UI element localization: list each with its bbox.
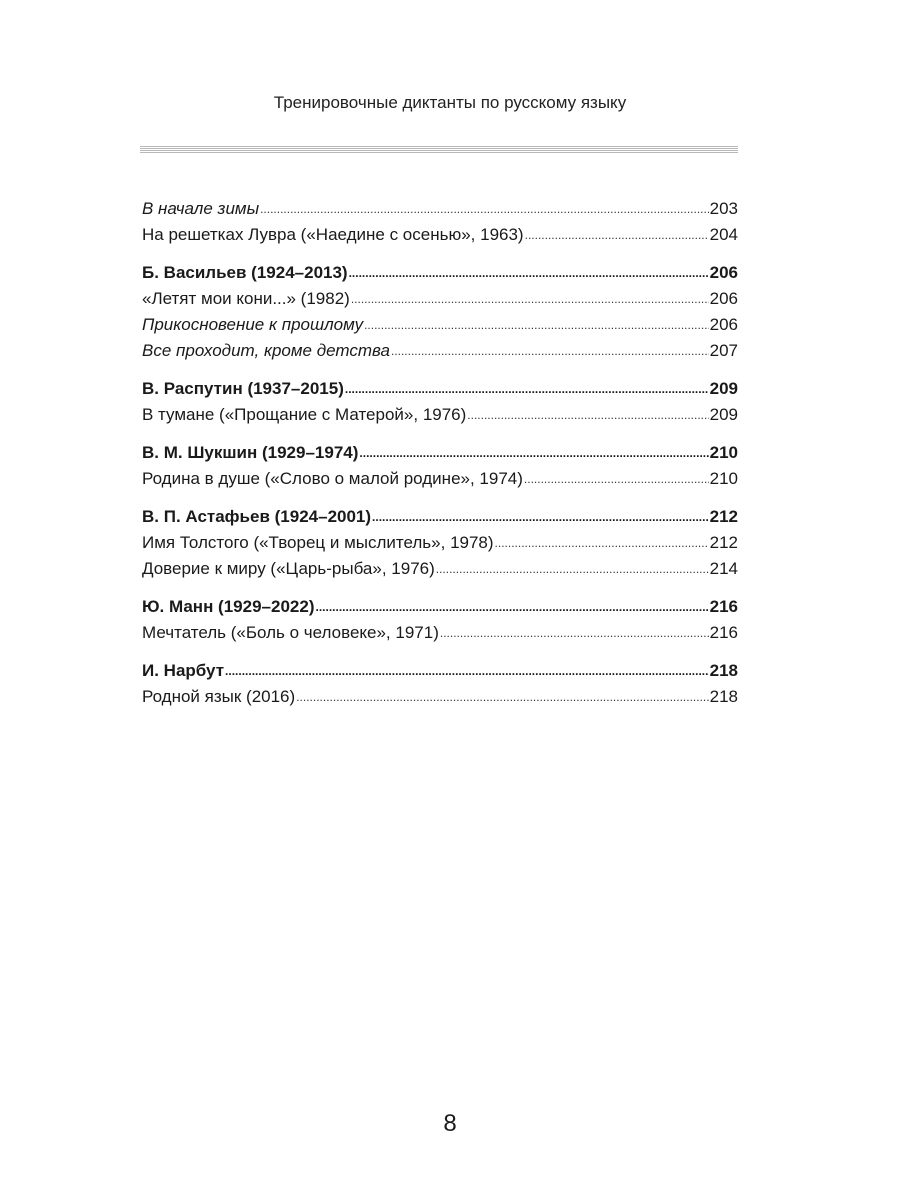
toc-entry-page: 214 — [709, 559, 738, 578]
toc-section — [142, 504, 738, 582]
toc-entry-page: 212 — [709, 507, 738, 526]
toc-entry-page: 206 — [709, 289, 738, 308]
toc-entry-title: «Летят мои кони...» (1982) — [142, 289, 350, 308]
toc-entry-page: 206 — [709, 315, 738, 334]
dot-leader — [495, 530, 709, 556]
toc-entry — [142, 684, 738, 710]
dot-leader — [525, 222, 709, 248]
dot-leader — [351, 286, 709, 312]
toc-entry-page: 207 — [709, 341, 738, 360]
toc-entry-page: 216 — [709, 597, 738, 616]
toc-entry-title: В. П. Астафьев (1924–2001) — [142, 507, 372, 526]
toc-entry-title: В начале зимы — [142, 199, 260, 218]
toc-entry — [142, 402, 738, 428]
dot-leader — [359, 440, 708, 466]
toc-entry-page: 210 — [709, 469, 738, 488]
toc-entry — [142, 286, 738, 312]
dot-leader — [524, 466, 709, 492]
toc-author-entry — [142, 504, 738, 530]
toc-entry — [142, 620, 738, 646]
toc-author-entry — [142, 440, 738, 466]
dot-leader — [315, 594, 708, 620]
toc-entry-title: В. М. Шукшин (1929–1974) — [142, 443, 359, 462]
table-of-contents — [142, 196, 738, 722]
toc-entry-title: Имя Толстого («Творец и мыслитель», 1978) — [142, 533, 494, 552]
dot-leader — [345, 376, 709, 402]
toc-author-entry — [142, 260, 738, 286]
dot-leader — [436, 556, 709, 582]
toc-entry-title: На решетках Лувра («Наедине с осенью», 1963) — [142, 225, 524, 244]
toc-entry-page: 209 — [709, 405, 738, 424]
toc-section — [142, 440, 738, 492]
toc-author-entry — [142, 376, 738, 402]
toc-entry — [142, 530, 738, 556]
toc-entry-title: Мечтатель («Боль о человеке», 1971) — [142, 623, 439, 642]
toc-entry-page: 203 — [709, 199, 738, 218]
header-divider — [140, 146, 738, 154]
toc-entry-page: 218 — [709, 687, 738, 706]
toc-entry-title: И. Нарбут — [142, 661, 225, 680]
toc-entry-title: Доверие к миру («Царь-рыба», 1976) — [142, 559, 435, 578]
dot-leader — [349, 260, 709, 286]
toc-entry — [142, 338, 738, 364]
toc-author-entry — [142, 658, 738, 684]
toc-entry-page: 209 — [709, 379, 738, 398]
dot-leader — [372, 504, 709, 530]
toc-entry — [142, 196, 738, 222]
dot-leader — [467, 402, 708, 428]
toc-entry — [142, 556, 738, 582]
toc-section — [142, 260, 738, 364]
toc-entry — [142, 466, 738, 492]
toc-entry-page: 216 — [709, 623, 738, 642]
toc-entry-title: Б. Васильев (1924–2013) — [142, 263, 348, 282]
dot-leader — [260, 196, 709, 222]
toc-entry-title: Прикосновение к прошлому — [142, 315, 364, 334]
dot-leader — [296, 684, 708, 710]
toc-entry-title: В. Распутин (1937–2015) — [142, 379, 344, 398]
dot-leader — [440, 620, 709, 646]
toc-entry — [142, 312, 738, 338]
page-number: 8 — [443, 1110, 457, 1137]
toc-section — [142, 376, 738, 428]
toc-section — [142, 658, 738, 710]
toc-entry-page: 206 — [709, 263, 738, 282]
toc-section — [142, 594, 738, 646]
dot-leader — [225, 658, 709, 684]
toc-entry-page: 210 — [709, 443, 738, 462]
toc-entry-title: Все проходит, кроме детства — [142, 341, 390, 360]
toc-entry-title: Ю. Манн (1929–2022) — [142, 597, 315, 616]
toc-author-entry — [142, 594, 738, 620]
toc-entry-title: Родной язык (2016) — [142, 687, 296, 706]
running-header: Тренировочные диктанты по русскому языку — [273, 93, 627, 112]
toc-entry — [142, 222, 738, 248]
toc-entry-page: 212 — [709, 533, 738, 552]
toc-section — [142, 196, 738, 248]
dot-leader — [391, 338, 709, 364]
toc-entry-page: 218 — [709, 661, 738, 680]
toc-entry-page: 204 — [709, 225, 738, 244]
dot-leader — [364, 312, 709, 338]
toc-entry-title: Родина в душе («Слово о малой родине», 1974) — [142, 469, 523, 488]
toc-entry-title: В тумане («Прощание с Матерой», 1976) — [142, 405, 467, 424]
